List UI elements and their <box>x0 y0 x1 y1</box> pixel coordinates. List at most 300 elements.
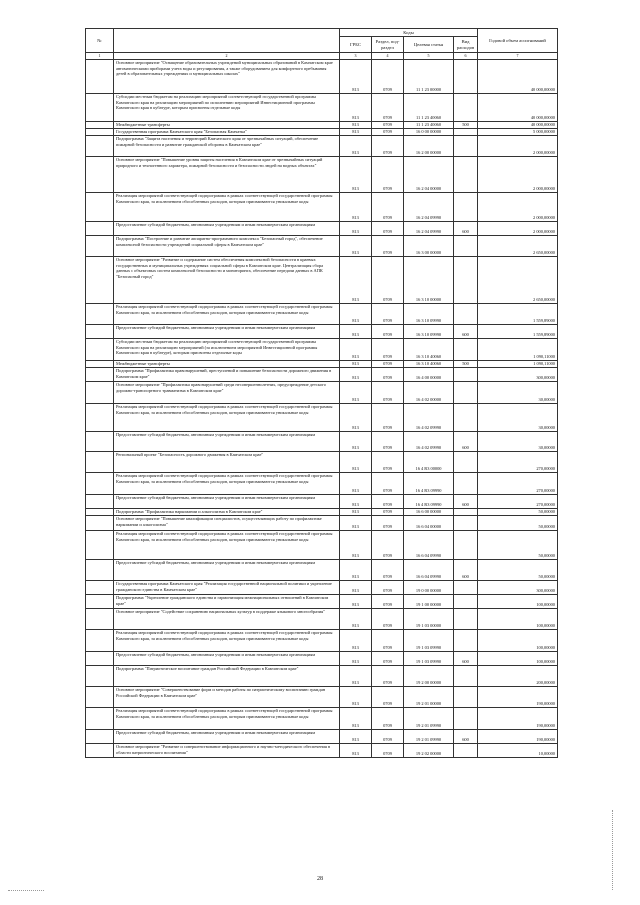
row-sum: 190,00000 <box>478 708 558 730</box>
row-name: Реализация мероприятий соответствующей подпрограммы в рамках соответствующей государственной программы Камчатского края, за исключением обособленных расходов, которым присваиваются уникальные коды <box>114 708 340 730</box>
row-sum: 40 000,00000 <box>478 122 558 129</box>
row-grbs: 813 <box>340 236 372 257</box>
row-sum: 40 000,00000 <box>478 94 558 122</box>
row-section: 0709 <box>372 257 404 304</box>
row-kind <box>454 129 478 136</box>
row-target: 16 4 02 09990 <box>404 404 454 432</box>
table-row <box>86 652 558 666</box>
row-grbs: 813 <box>340 531 372 560</box>
table-row <box>86 708 558 730</box>
row-sum: 100,00000 <box>478 595 558 609</box>
row-number <box>86 516 114 531</box>
row-name: Реализация мероприятий соответствующей подпрограммы в рамках соответствующей государственной программы Камчатского края, за исключением обособленных расходов, которым присваиваются уникальные коды <box>114 304 340 325</box>
row-section: 0709 <box>372 368 404 382</box>
row-section: 0709 <box>372 630 404 652</box>
row-grbs: 813 <box>340 222 372 236</box>
row-grbs: 813 <box>340 129 372 136</box>
row-section: 0709 <box>372 136 404 157</box>
row-kind: 600 <box>454 560 478 581</box>
row-kind: 500 <box>454 361 478 368</box>
row-kind <box>454 94 478 122</box>
row-grbs: 813 <box>340 361 372 368</box>
table-row <box>86 122 558 129</box>
row-target: 11 1 23 00000 <box>404 60 454 94</box>
row-number <box>86 595 114 609</box>
row-number <box>86 473 114 495</box>
row-target: 19 0 00 00000 <box>404 581 454 595</box>
row-kind: 600 <box>454 325 478 339</box>
row-kind <box>454 136 478 157</box>
row-sum: 50,00000 <box>478 509 558 516</box>
row-number <box>86 136 114 157</box>
row-sum: 2 000,00000 <box>478 193 558 222</box>
row-kind <box>454 595 478 609</box>
row-name: Межбюджетные трансферты <box>114 361 340 368</box>
table-row <box>86 382 558 404</box>
scan-foot-mark <box>8 890 44 891</box>
table-row <box>86 687 558 708</box>
row-name: Подпрограмма "Профилактика наркомании и алкоголизма в Камчатском крае" <box>114 509 340 516</box>
row-kind <box>454 708 478 730</box>
row-section: 0709 <box>372 666 404 687</box>
row-grbs: 813 <box>340 630 372 652</box>
row-section: 0709 <box>372 304 404 325</box>
row-grbs: 813 <box>340 730 372 744</box>
row-kind: 500 <box>454 122 478 129</box>
row-name: Основное мероприятие "Совершенствование форм и методов работы по патриотическому воспитанию граждан Российской Федерации в Камчатском крае" <box>114 687 340 708</box>
row-number <box>86 257 114 304</box>
row-number <box>86 652 114 666</box>
row-kind <box>454 516 478 531</box>
row-grbs: 813 <box>340 495 372 509</box>
row-name: Региональный проект "Безопасность дорожного движения в Камчатском крае" <box>114 452 340 473</box>
row-sum: 5 000,00000 <box>478 129 558 136</box>
table-row <box>86 325 558 339</box>
row-section: 0709 <box>372 60 404 94</box>
row-target: 19 2 01 09990 <box>404 730 454 744</box>
row-target: 16 2 00 00000 <box>404 136 454 157</box>
row-name: Реализация мероприятий соответствующей подпрограммы в рамках соответствующей государственной программы Камчатского края, за исключением обособленных расходов, которым присваиваются уникальные коды <box>114 404 340 432</box>
row-sum: 270,00000 <box>478 473 558 495</box>
row-grbs: 813 <box>340 432 372 452</box>
row-section: 0709 <box>372 404 404 432</box>
row-grbs: 813 <box>340 325 372 339</box>
table-row <box>86 222 558 236</box>
row-name: Предоставление субсидий бюджетным, автономным учреждениям и иным некоммерческим организациям <box>114 325 340 339</box>
row-section: 0709 <box>372 708 404 730</box>
table-header <box>86 29 558 60</box>
col-num-4: 4 <box>372 53 404 60</box>
row-name: Предоставление субсидий бюджетным, автономным учреждениям и иным некоммерческим организациям <box>114 222 340 236</box>
row-number <box>86 452 114 473</box>
row-kind <box>454 509 478 516</box>
col-num-7: 7 <box>478 53 558 60</box>
budget-sheet <box>85 28 557 758</box>
row-sum: 2 000,00000 <box>478 136 558 157</box>
row-sum: 200,00000 <box>478 666 558 687</box>
budget-table <box>85 28 558 758</box>
row-section: 0709 <box>372 560 404 581</box>
row-number <box>86 60 114 94</box>
row-kind: 600 <box>454 222 478 236</box>
header-total: Годовой объем ассигнований <box>478 29 558 53</box>
row-name: Подпрограмма "Защита населения и территорий Камчатского края от чрезвычайных ситуаций, обеспечение пожарной безопасности и развитие гражданской обороны в Камчатском крае" <box>114 136 340 157</box>
row-number <box>86 361 114 368</box>
row-number <box>86 744 114 758</box>
table-row <box>86 404 558 432</box>
row-grbs: 813 <box>340 666 372 687</box>
row-kind <box>454 339 478 361</box>
row-target: 19 1 03 00000 <box>404 609 454 630</box>
row-name: Предоставление субсидий бюджетным, автономным учреждениям и иным некоммерческим организациям <box>114 730 340 744</box>
column-number-row <box>86 53 558 60</box>
header-grbs: ГРБС <box>340 37 372 53</box>
table-row <box>86 432 558 452</box>
row-name: Государственная программа Камчатского края "Безопасная Камчатка" <box>114 129 340 136</box>
row-kind <box>454 609 478 630</box>
row-target: 16 6 04 09990 <box>404 531 454 560</box>
row-target: 16 0 00 00000 <box>404 129 454 136</box>
table-row <box>86 361 558 368</box>
table-row <box>86 560 558 581</box>
row-number <box>86 560 114 581</box>
table-row <box>86 531 558 560</box>
row-grbs: 813 <box>340 473 372 495</box>
row-name: Реализация мероприятий соответствующей подпрограммы в рамках соответствующей государственной программы Камчатского края, за исключением обособленных расходов, которым присваиваются уникальные коды <box>114 630 340 652</box>
row-name: Основное мероприятие "Развитие и содержание систем обеспечения комплексной безопасности в краевых государственных и муниципальных учреждениях социальной сферы в Камчатском крае. Централизация сбора данных с объектовых систем комплексной безопасности и мониторинга, обеспечение передачи данных в АПК "Безопасный город" <box>114 257 340 304</box>
header-target: Целевая статья <box>404 37 454 53</box>
table-row <box>86 581 558 595</box>
row-grbs: 813 <box>340 744 372 758</box>
row-name: Основное мероприятие "Содействие сохранению национальных культур в поддержке языкового многообразия" <box>114 609 340 630</box>
row-sum: 30,00000 <box>478 404 558 432</box>
row-grbs: 813 <box>340 452 372 473</box>
row-grbs: 813 <box>340 404 372 432</box>
row-name: Реализация мероприятий соответствующей подпрограммы в рамках соответствующей государственной программы Камчатского края, за исключением обособленных расходов, которым присваиваются уникальные коды <box>114 531 340 560</box>
row-section: 0709 <box>372 193 404 222</box>
row-sum: 100,00000 <box>478 609 558 630</box>
page-number: 28 <box>317 876 323 882</box>
table-row <box>86 516 558 531</box>
row-name: Основное мероприятие "Повышение уровня защиты населения в Камчатском крае от чрезвычайных ситуаций природного и техногенного характера, пожарной безопасности и безопасности людей на водных объектах" <box>114 157 340 193</box>
row-number <box>86 325 114 339</box>
row-target: 11 1 23 40060 <box>404 94 454 122</box>
row-kind: 600 <box>454 652 478 666</box>
row-section: 0709 <box>372 339 404 361</box>
row-sum: 30,00000 <box>478 432 558 452</box>
table-row <box>86 157 558 193</box>
row-number <box>86 193 114 222</box>
row-target: 16 4 02 00000 <box>404 382 454 404</box>
row-target: 16 4 R3 09990 <box>404 473 454 495</box>
row-section: 0709 <box>372 325 404 339</box>
row-target: 16 4 R3 00000 <box>404 452 454 473</box>
row-kind <box>454 257 478 304</box>
row-number <box>86 94 114 122</box>
row-kind <box>454 452 478 473</box>
row-section: 0709 <box>372 581 404 595</box>
row-section: 0709 <box>372 744 404 758</box>
row-kind <box>454 236 478 257</box>
row-number <box>86 122 114 129</box>
row-target: 16 6 00 00000 <box>404 509 454 516</box>
row-sum: 50,00000 <box>478 531 558 560</box>
row-section: 0709 <box>372 452 404 473</box>
row-grbs: 813 <box>340 193 372 222</box>
header-name-blank <box>114 29 340 53</box>
row-number <box>86 236 114 257</box>
row-target: 16 4 00 00000 <box>404 368 454 382</box>
row-name: Предоставление субсидий бюджетным, автономным учреждениям и иным некоммерческим организациям <box>114 495 340 509</box>
row-kind <box>454 368 478 382</box>
row-number <box>86 157 114 193</box>
row-target: 19 2 01 09990 <box>404 708 454 730</box>
row-sum: 270,00000 <box>478 495 558 509</box>
row-kind <box>454 581 478 595</box>
scan-edge-line <box>612 810 613 890</box>
row-grbs: 813 <box>340 687 372 708</box>
col-num-1: 1 <box>86 53 114 60</box>
row-target: 16 6 04 09990 <box>404 560 454 581</box>
row-kind <box>454 193 478 222</box>
row-grbs: 813 <box>340 516 372 531</box>
row-kind <box>454 473 478 495</box>
row-number <box>86 432 114 452</box>
row-number <box>86 687 114 708</box>
row-number <box>86 581 114 595</box>
row-grbs: 813 <box>340 60 372 94</box>
row-section: 0709 <box>372 157 404 193</box>
row-kind <box>454 404 478 432</box>
table-row <box>86 339 558 361</box>
row-target: 19 2 00 00000 <box>404 666 454 687</box>
row-target: 19 2 01 00000 <box>404 687 454 708</box>
row-kind <box>454 304 478 325</box>
table-row <box>86 509 558 516</box>
row-number <box>86 609 114 630</box>
row-kind <box>454 687 478 708</box>
row-grbs: 813 <box>340 595 372 609</box>
col-num-3: 3 <box>340 53 372 60</box>
row-sum: 190,00000 <box>478 730 558 744</box>
row-name: Основное мероприятие "Оснащение образовательных учреждений муниципальных образований в Камчатском крае автоматическими приборами учета воды и регулирования, а также оборудованием для комфортного пребывания детей в образовательных учреждениях и муниципальных школах" <box>114 60 340 94</box>
row-target: 16 2 04 09990 <box>404 193 454 222</box>
row-section: 0709 <box>372 382 404 404</box>
table-row <box>86 595 558 609</box>
row-sum: 40 000,00000 <box>478 60 558 94</box>
row-section: 0709 <box>372 531 404 560</box>
row-grbs: 813 <box>340 652 372 666</box>
row-number <box>86 339 114 361</box>
row-grbs: 813 <box>340 509 372 516</box>
row-name: Субсидии местным бюджетам на реализацию мероприятий соответствующей государственной программы Камчатского края на реализацию мероприятий по исполнению мероприятий Инвестиционной программы Камчатского края в кубатуре, которым присвоены отдельные коды <box>114 94 340 122</box>
row-number <box>86 382 114 404</box>
col-num-5: 5 <box>404 53 454 60</box>
row-grbs: 813 <box>340 581 372 595</box>
row-grbs: 813 <box>340 368 372 382</box>
row-kind <box>454 744 478 758</box>
row-section: 0709 <box>372 652 404 666</box>
row-sum: 2 000,00000 <box>478 157 558 193</box>
row-name: Основное мероприятие "Развитие и совершенствование информационного и научно-методического обеспечения в области патриотического воспитания" <box>114 744 340 758</box>
table-row <box>86 136 558 157</box>
row-name: Предоставление субсидий бюджетным, автономным учреждениям и иным некоммерческим организациям <box>114 652 340 666</box>
row-sum: 270,00000 <box>478 452 558 473</box>
row-name: Подпрограмма "Укрепление гражданского единства и гармонизация межнациональных отношений в Камчатском крае" <box>114 595 340 609</box>
row-sum: 1 090,11000 <box>478 361 558 368</box>
table-row <box>86 236 558 257</box>
row-section: 0709 <box>372 129 404 136</box>
header-number: № <box>86 29 114 53</box>
row-section: 0709 <box>372 495 404 509</box>
row-number <box>86 368 114 382</box>
row-sum: 190,00000 <box>478 687 558 708</box>
row-kind: 600 <box>454 495 478 509</box>
row-sum: 100,00000 <box>478 630 558 652</box>
row-number <box>86 708 114 730</box>
row-name: Основное мероприятие "Повышение квалификации специалистов, осуществляющих работу по профилактике наркомании и алкоголизма" <box>114 516 340 531</box>
row-target: 16 4 R3 09990 <box>404 495 454 509</box>
table-row <box>86 473 558 495</box>
row-name: Реализация мероприятий соответствующей подпрограммы в рамках соответствующей государственной программы Камчатского края, за исключением обособленных расходов, которым присваиваются уникальные коды <box>114 193 340 222</box>
row-target: 19 2 02 00000 <box>404 744 454 758</box>
table-row <box>86 368 558 382</box>
row-target: 19 1 03 09990 <box>404 630 454 652</box>
row-name: Предоставление субсидий бюджетным, автономным учреждениям и иным некоммерческим организациям <box>114 560 340 581</box>
row-sum: 2 650,00000 <box>478 257 558 304</box>
row-target: 16 2 04 09990 <box>404 222 454 236</box>
row-number <box>86 222 114 236</box>
row-sum: 300,00000 <box>478 368 558 382</box>
row-sum: 50,00000 <box>478 560 558 581</box>
row-name: Государственная программа Камчатского края "Реализация государственной национальной политики и укрепление гражданского единства в Камчатском крае" <box>114 581 340 595</box>
col-num-2: 2 <box>114 53 340 60</box>
table-row <box>86 495 558 509</box>
row-grbs: 813 <box>340 382 372 404</box>
row-kind: 600 <box>454 730 478 744</box>
row-name: Реализация мероприятий соответствующей подпрограммы в рамках соответствующей государственной программы Камчатского края, за исключением обособленных расходов, которым присваиваются уникальные коды <box>114 473 340 495</box>
row-section: 0709 <box>372 94 404 122</box>
table-row <box>86 609 558 630</box>
row-number <box>86 404 114 432</box>
row-kind <box>454 382 478 404</box>
row-target: 16 4 02 09990 <box>404 432 454 452</box>
table-row <box>86 630 558 652</box>
row-section: 0709 <box>372 516 404 531</box>
row-name: Предоставление субсидий бюджетным, автономным учреждениям и иным некоммерческим организациям <box>114 432 340 452</box>
row-sum: 30,00000 <box>478 382 558 404</box>
row-section: 0709 <box>372 432 404 452</box>
row-sum: 50,00000 <box>478 516 558 531</box>
row-section: 0709 <box>372 236 404 257</box>
row-kind <box>454 531 478 560</box>
row-number <box>86 630 114 652</box>
table-row <box>86 129 558 136</box>
header-kind: Вид расходов <box>454 37 478 53</box>
row-sum: 1 559,89000 <box>478 325 558 339</box>
row-section: 0709 <box>372 222 404 236</box>
row-grbs: 813 <box>340 122 372 129</box>
row-section: 0709 <box>372 473 404 495</box>
row-grbs: 813 <box>340 560 372 581</box>
row-number <box>86 531 114 560</box>
row-kind <box>454 666 478 687</box>
row-grbs: 813 <box>340 609 372 630</box>
row-grbs: 813 <box>340 304 372 325</box>
row-sum: 100,00000 <box>478 652 558 666</box>
header-section: Раздел, под-раздел <box>372 37 404 53</box>
row-sum: 300,00000 <box>478 581 558 595</box>
table-row <box>86 60 558 94</box>
row-target: 19 1 00 00000 <box>404 595 454 609</box>
row-section: 0709 <box>372 509 404 516</box>
row-section: 0709 <box>372 361 404 368</box>
row-grbs: 813 <box>340 339 372 361</box>
row-number <box>86 730 114 744</box>
row-section: 0709 <box>372 609 404 630</box>
row-number <box>86 129 114 136</box>
row-grbs: 813 <box>340 257 372 304</box>
row-grbs: 813 <box>340 94 372 122</box>
row-sum: 1 559,89000 <box>478 304 558 325</box>
table-row <box>86 730 558 744</box>
row-kind <box>454 157 478 193</box>
row-kind: 600 <box>454 432 478 452</box>
row-section: 0709 <box>372 122 404 129</box>
row-kind <box>454 60 478 94</box>
row-section: 0709 <box>372 595 404 609</box>
col-num-6: 6 <box>454 53 478 60</box>
row-name: Подпрограмма "Профилактика правонарушений, преступлений и повышение безопасности дорожного движения в Камчатском крае" <box>114 368 340 382</box>
row-target: 16 6 04 00000 <box>404 516 454 531</box>
row-kind <box>454 630 478 652</box>
row-sum: 2 000,00000 <box>478 222 558 236</box>
row-name: Подпрограмма "Построение и развитие аппаратно-программного комплекса "Безопасный город", обеспечение комплексной безопасности учреждений социальной сферы в Камчатском крае" <box>114 236 340 257</box>
row-target: 16 3 10 40060 <box>404 361 454 368</box>
row-number <box>86 509 114 516</box>
row-grbs: 813 <box>340 708 372 730</box>
table-row <box>86 452 558 473</box>
table-row <box>86 257 558 304</box>
header-codes: Коды <box>340 29 478 37</box>
table-row <box>86 193 558 222</box>
table-row <box>86 304 558 325</box>
row-section: 0709 <box>372 730 404 744</box>
row-target: 11 1 23 40060 <box>404 122 454 129</box>
row-target: 19 1 03 09990 <box>404 652 454 666</box>
row-number <box>86 666 114 687</box>
row-sum: 2 650,00000 <box>478 236 558 257</box>
row-target: 16 2 04 00000 <box>404 157 454 193</box>
row-target: 16 3 00 00000 <box>404 236 454 257</box>
row-grbs: 813 <box>340 157 372 193</box>
row-name: Межбюджетные трансферты <box>114 122 340 129</box>
row-target: 16 3 10 09990 <box>404 325 454 339</box>
row-name: Субсидии местным бюджетам на реализацию мероприятий соответствующей государственной программы Камчатского края на реализацию мероприятий (за исключением мероприятий Инвестиционной программы Камчатского края в кубатуре), которым присвоены отдельные коды <box>114 339 340 361</box>
table-row <box>86 744 558 758</box>
row-target: 16 3 10 00000 <box>404 257 454 304</box>
row-name: Подпрограмма "Патриотическое воспитание граждан Российской Федерации в Камчатском крае" <box>114 666 340 687</box>
table-row <box>86 94 558 122</box>
row-sum: 1 090,11000 <box>478 339 558 361</box>
row-section: 0709 <box>372 687 404 708</box>
row-sum: 10,00000 <box>478 744 558 758</box>
table-row <box>86 666 558 687</box>
row-target: 16 3 10 40060 <box>404 339 454 361</box>
row-number <box>86 495 114 509</box>
row-name: Основное мероприятие "Профилактика правонарушений среди несовершеннолетних, предупреждение детского дорожно-транспортного травматизма в Камчатском крае" <box>114 382 340 404</box>
row-target: 16 3 10 09990 <box>404 304 454 325</box>
